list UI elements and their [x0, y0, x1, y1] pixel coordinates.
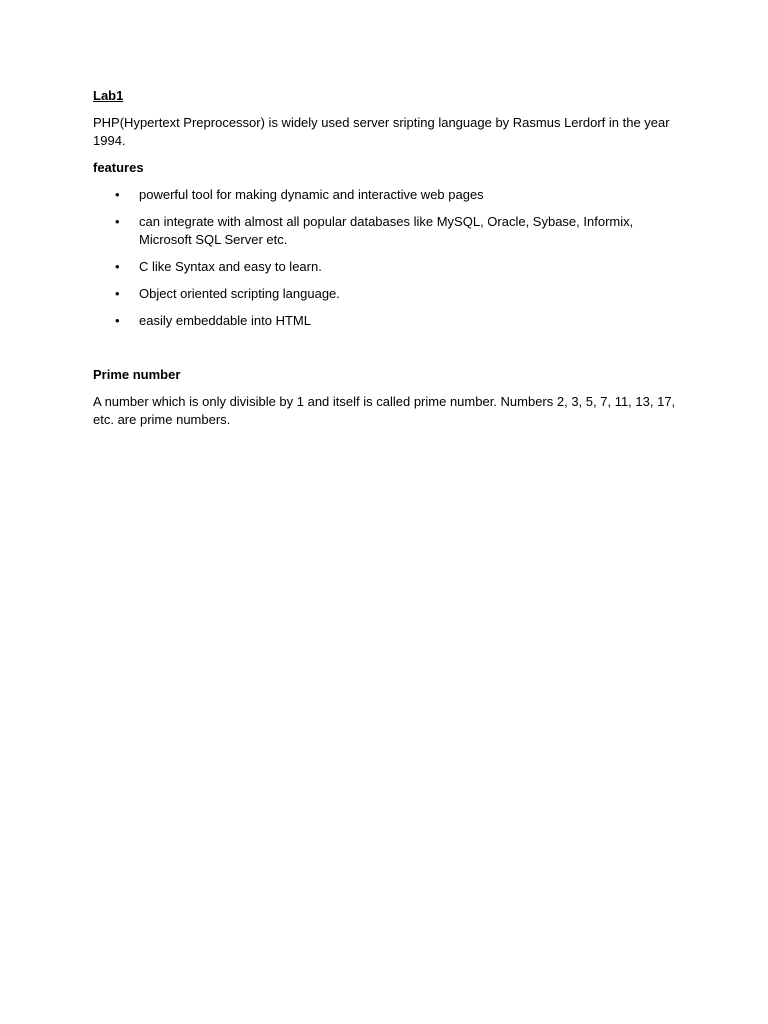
document-title: Lab1 [93, 88, 124, 103]
list-item-text: can integrate with almost all popular databases like MySQL, Oracle, Sybase, Informix, Microsoft SQL Server etc. [139, 214, 634, 247]
prime-paragraph: A number which is only divisible by 1 and itself is called prime number. Numbers 2, 3, 5, 7, 11, 13, 17, etc. are prime numbers. [93, 394, 676, 427]
intro-paragraph: PHP(Hypertext Preprocessor) is widely used server sripting language by Rasmus Lerdorf in the year 1994. [93, 115, 670, 148]
list-item [93, 312, 683, 330]
prime-heading: Prime number [93, 367, 181, 382]
features-heading: features [93, 160, 144, 175]
bullet-icon: • [115, 313, 120, 328]
list-item-text: powerful tool for making dynamic and interactive web pages [139, 187, 484, 202]
document-body [93, 87, 683, 438]
bullet-icon: • [115, 286, 120, 301]
bullet-icon: • [115, 214, 120, 229]
section-spacer [93, 339, 683, 366]
list-item [93, 285, 683, 303]
list-item-text: C like Syntax and easy to learn. [139, 259, 322, 274]
list-item-text: easily embeddable into HTML [139, 313, 311, 328]
list-item-text: Object oriented scripting language. [139, 286, 340, 301]
bullet-icon: • [115, 259, 120, 274]
list-item [93, 186, 683, 204]
list-item [93, 258, 683, 276]
list-item [93, 213, 683, 249]
features-list [93, 186, 683, 330]
bullet-icon: • [115, 187, 120, 202]
